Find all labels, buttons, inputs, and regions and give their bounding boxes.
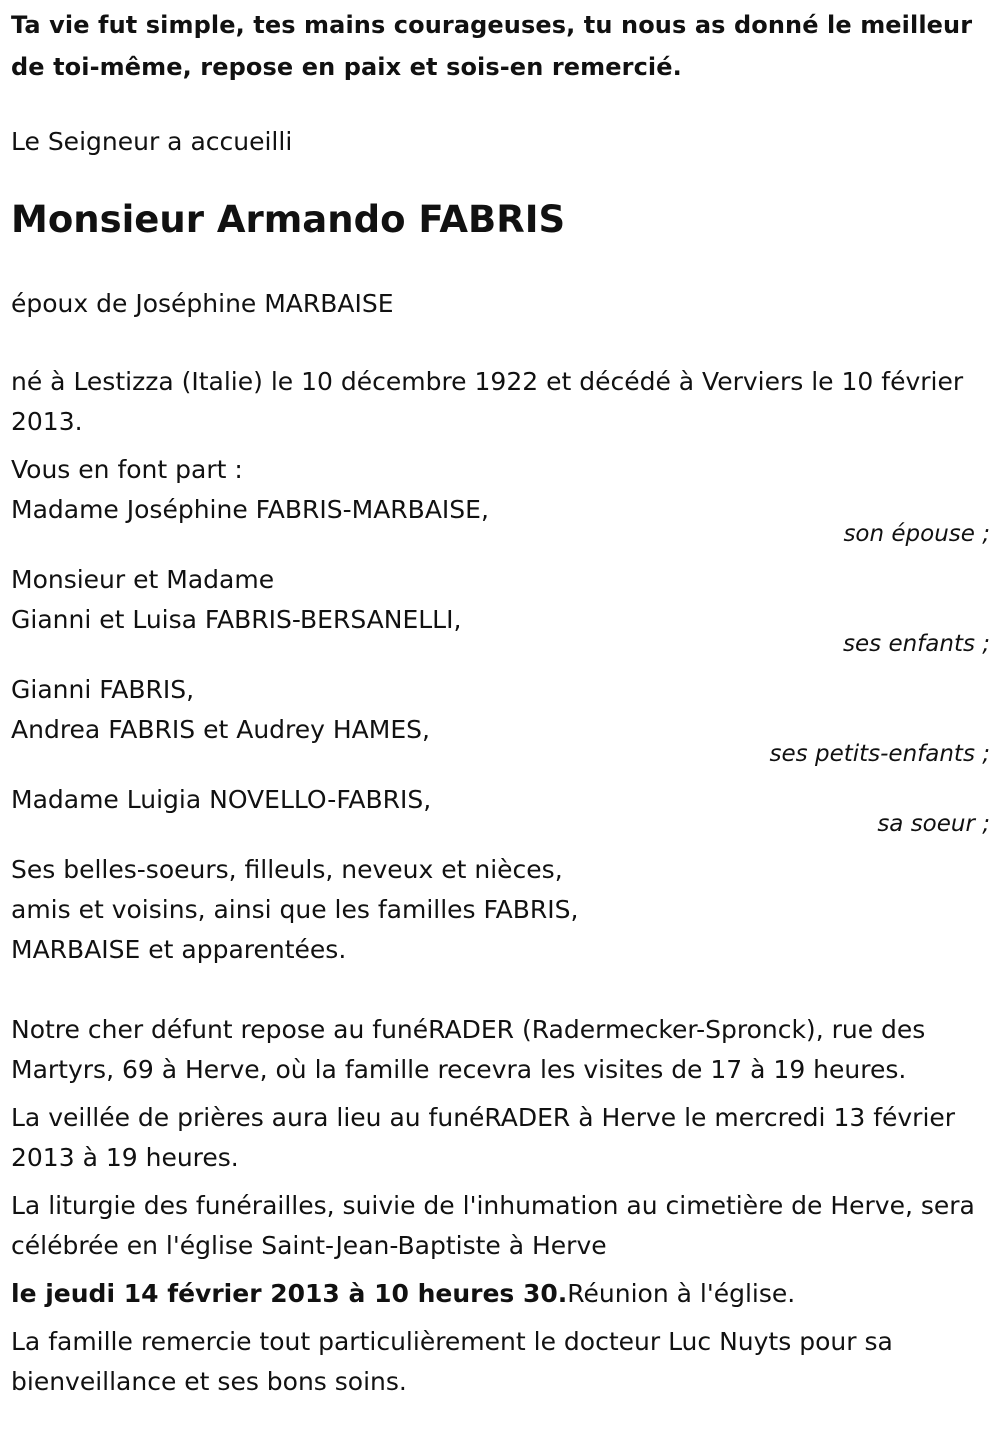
family-name-line: Monsieur et Madame (11, 565, 275, 594)
family-group-grandchildren (11, 670, 990, 766)
announce-intro: Vous en font part : (11, 455, 243, 484)
rest-details: Notre cher défunt repose au funéRADER (Radermecker-Spronck), rue des Martyrs, 69 à Herve, où la famille recevra les visites de 17 à 19 heures. (11, 1015, 926, 1084)
funeral-date-line (11, 1274, 990, 1314)
other-relatives-line: Ses belles-soeurs, filleuls, neveux et nièces, (11, 855, 563, 884)
relation-label: sa soeur ; (877, 811, 990, 837)
family-name-line: Gianni FABRIS, (11, 675, 195, 704)
family-group-children (11, 560, 990, 656)
family-group-spouse (11, 490, 990, 546)
meeting-note: Réunion à l'église. (567, 1279, 796, 1308)
thanks-note: La famille remercie tout particulièrement le docteur Luc Nuyts pour sa bienveillance et ses bons soins. (11, 1327, 893, 1396)
family-name-line: Madame Luigia NOVELLO-FABRIS, (11, 785, 432, 814)
deceased-name: Monsieur Armando FABRIS (11, 198, 566, 241)
relation-label: son épouse ; (843, 521, 990, 547)
spouse-line: époux de Joséphine MARBAISE (11, 289, 394, 318)
verse: Ta vie fut simple, tes mains courageuses, tu nous as donné le meilleur de toi-même, repose en paix et sois-en remercié. (11, 11, 973, 81)
relation-label: ses petits-enfants ; (769, 741, 990, 767)
family-name-line: Madame Joséphine FABRIS-MARBAISE, (11, 495, 489, 524)
vigil-details: La veillée de prières aura lieu au funéRADER à Herve le mercredi 13 février 2013 à 19 heures. (11, 1103, 956, 1172)
family-group-sister (11, 780, 990, 836)
birth-death-line: né à Lestizza (Italie) le 10 décembre 1922 et décédé à Verviers le 10 février 2013. (11, 367, 964, 436)
family-name-line: Gianni et Luisa FABRIS-BERSANELLI, (11, 605, 462, 634)
family-name-line: Andrea FABRIS et Audrey HAMES, (11, 715, 430, 744)
other-relatives-line: MARBAISE et apparentées. (11, 935, 347, 964)
intro-line: Le Seigneur a accueilli (11, 127, 293, 156)
other-relatives-line: amis et voisins, ainsi que les familles FABRIS, (11, 895, 579, 924)
other-relatives (11, 850, 990, 970)
liturgy-details: La liturgie des funérailles, suivie de l'inhumation au cimetière de Herve, sera célébrée en l'église Saint-Jean-Baptiste à Herve (11, 1191, 975, 1260)
funeral-date: le jeudi 14 février 2013 à 10 heures 30. (11, 1279, 568, 1308)
relation-label: ses enfants ; (843, 631, 990, 657)
